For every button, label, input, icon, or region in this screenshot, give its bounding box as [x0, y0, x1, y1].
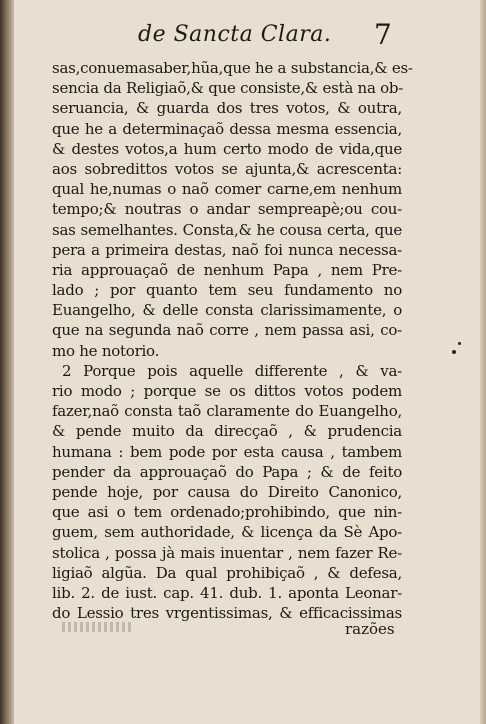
- text-line: ligiaõ algũa. Da qual prohibiçaõ , & defesa,: [52, 563, 402, 582]
- text-line: qual he,numas o naõ comer carne,em nenhum: [52, 180, 402, 199]
- bleed-through-mark: [62, 622, 132, 632]
- page-edge: [480, 0, 486, 724]
- text-line: stolica , possa jà mais inuentar , nem fazer Re-: [52, 543, 402, 562]
- text-line: pera a primeira destas, naõ foi nunca necessa-: [52, 240, 402, 259]
- text-line: lib. 2. de iust. cap. 41. dub. 1. aponta Leonar-: [52, 583, 402, 602]
- text-line: tempo;& noutras o andar sempreapè;ou cou-: [52, 200, 402, 219]
- text-line: rio modo ; porque se os dittos votos podem: [52, 382, 402, 400]
- page-header: [0, 18, 486, 54]
- text-line: sencia da Religiaõ,& que consiste,& està na ob-: [52, 79, 404, 98]
- text-line: Euangelho, & delle consta clarissimamente, o: [52, 301, 402, 320]
- gutter-shadow: [0, 0, 14, 724]
- text-line: guem, sem authoridade, & licença da Sè Apo-: [52, 523, 402, 542]
- text-line: pender da approuaçaõ do Papa ; & de feito: [52, 462, 402, 481]
- ink-speck: [458, 342, 461, 345]
- page-number: 7: [374, 18, 392, 51]
- text-line: mo he notorio.: [52, 341, 160, 360]
- text-line: sas semelhantes. Consta,& he cousa certa, que: [52, 220, 402, 239]
- catchword: razões: [345, 620, 395, 638]
- text-line: fazer,naõ consta taõ claramente do Euangelho,: [52, 402, 402, 421]
- body-text: [52, 58, 413, 623]
- text-line: lado ; por quanto tem seu fundamento no: [52, 281, 402, 300]
- text-line: que asi o tem ordenado;prohibindo, que nin-: [52, 503, 402, 522]
- running-title: de Sancta Clara.: [138, 22, 332, 47]
- text-line: humana : bem pode por esta causa , tambem: [52, 442, 402, 461]
- text-line: & pende muito da direcçaõ , & prudencia: [52, 422, 402, 441]
- ink-speck: [452, 350, 456, 354]
- text-line: que na segunda naõ corre , nem passa asi, co-: [52, 321, 402, 340]
- text-line: pende hoje, por causa do Direito Canonico,: [52, 482, 402, 501]
- paragraph-start-line: 2 Porque pois aquelle differente , & va-: [62, 361, 402, 380]
- text-line: que he a determinaçaõ dessa mesma essencia,: [52, 119, 402, 138]
- text-line: seruancia, & guarda dos tres votos, & outra,: [52, 99, 402, 118]
- text-line: & destes votos,a hum certo modo de vida,que: [52, 139, 402, 158]
- text-line: do Lessio tres vrgentissimas, & efficacissimas: [52, 604, 402, 623]
- text-line: aos sobredittos votos se ajunta,& acrescenta:: [52, 159, 402, 178]
- text-line: ria approuaçaõ de nenhum Papa , nem Pre-: [52, 260, 402, 279]
- text-line: sas,conuemasaber,hũa,que he a substancia,& es-: [52, 59, 413, 77]
